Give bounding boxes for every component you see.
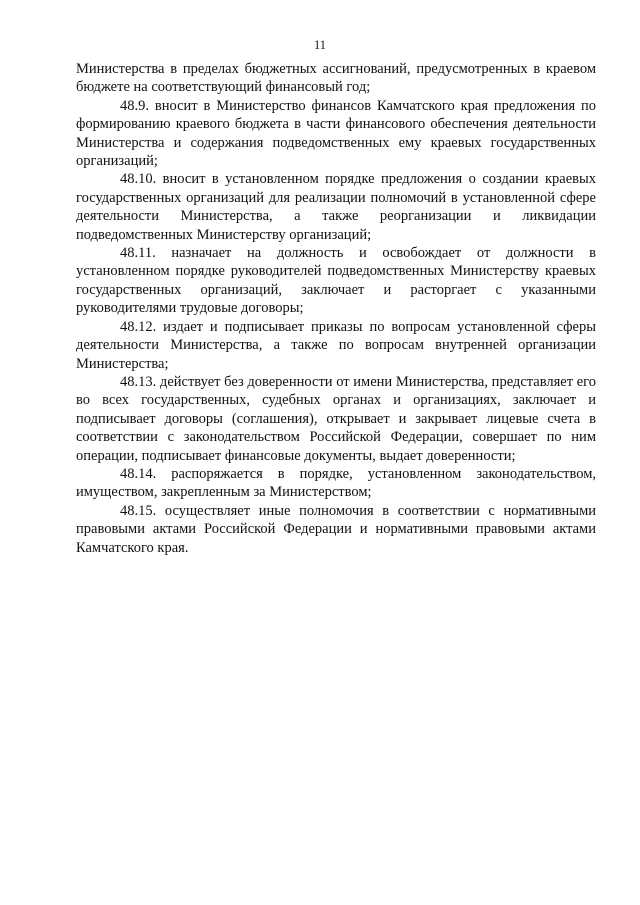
- paragraph-48-9: 48.9. вносит в Министерство финансов Камчатского края предложения по формированию краевого бюджета в части финансового обеспечения деятельности Министерства и содержания подведомственных ему краевых государственных организаций;: [76, 97, 596, 170]
- document-body: [76, 60, 596, 557]
- page-number: 11: [313, 38, 327, 52]
- paragraph-48-10: 48.10. вносит в установленном порядке предложения о создании краевых государственных организаций для реализации полномочий в установленной сфере деятельности Министерства, а также реорганизации и ликвидации подведомственных Министерству организаций;: [76, 171, 596, 243]
- paragraph-continuation: Министерства в пределах бюджетных ассигнований, предусмотренных в краевом бюджете на соответствующий финансовый год;: [76, 61, 596, 96]
- paragraph-48-14: 48.14. распоряжается в порядке, установленном законодательством, имуществом, закрепленным за Министерством;: [76, 465, 596, 501]
- paragraph-48-13: 48.13. действует без доверенности от имени Министерства, представляет его во всех государственных, судебных органах и организациях, заключает и подписывает договоры (соглашения), открывает и закрывает лицевые счета в соответствии с законодательством Российской Федерации, совершает по ним операции, подписывает финансовые документы, выдает доверенности;: [76, 373, 596, 464]
- paragraph-48-15: 48.15. осуществляет иные полномочия в соответствии с нормативными правовыми актами Российской Федерации и нормативными правовыми актами Камчатского края.: [76, 502, 596, 556]
- paragraph-48-11: 48.11. назначает на должность и освобождает от должности в установленном порядке руководителей подведомственных Министерству краевых государственных организаций, заключает и расторгает с указанными руководителями трудовые договоры;: [76, 245, 596, 317]
- paragraph-48-12: 48.12. издает и подписывает приказы по вопросам установленной сферы деятельности Министерства, а также по вопросам внутренней организации Министерства;: [76, 318, 596, 372]
